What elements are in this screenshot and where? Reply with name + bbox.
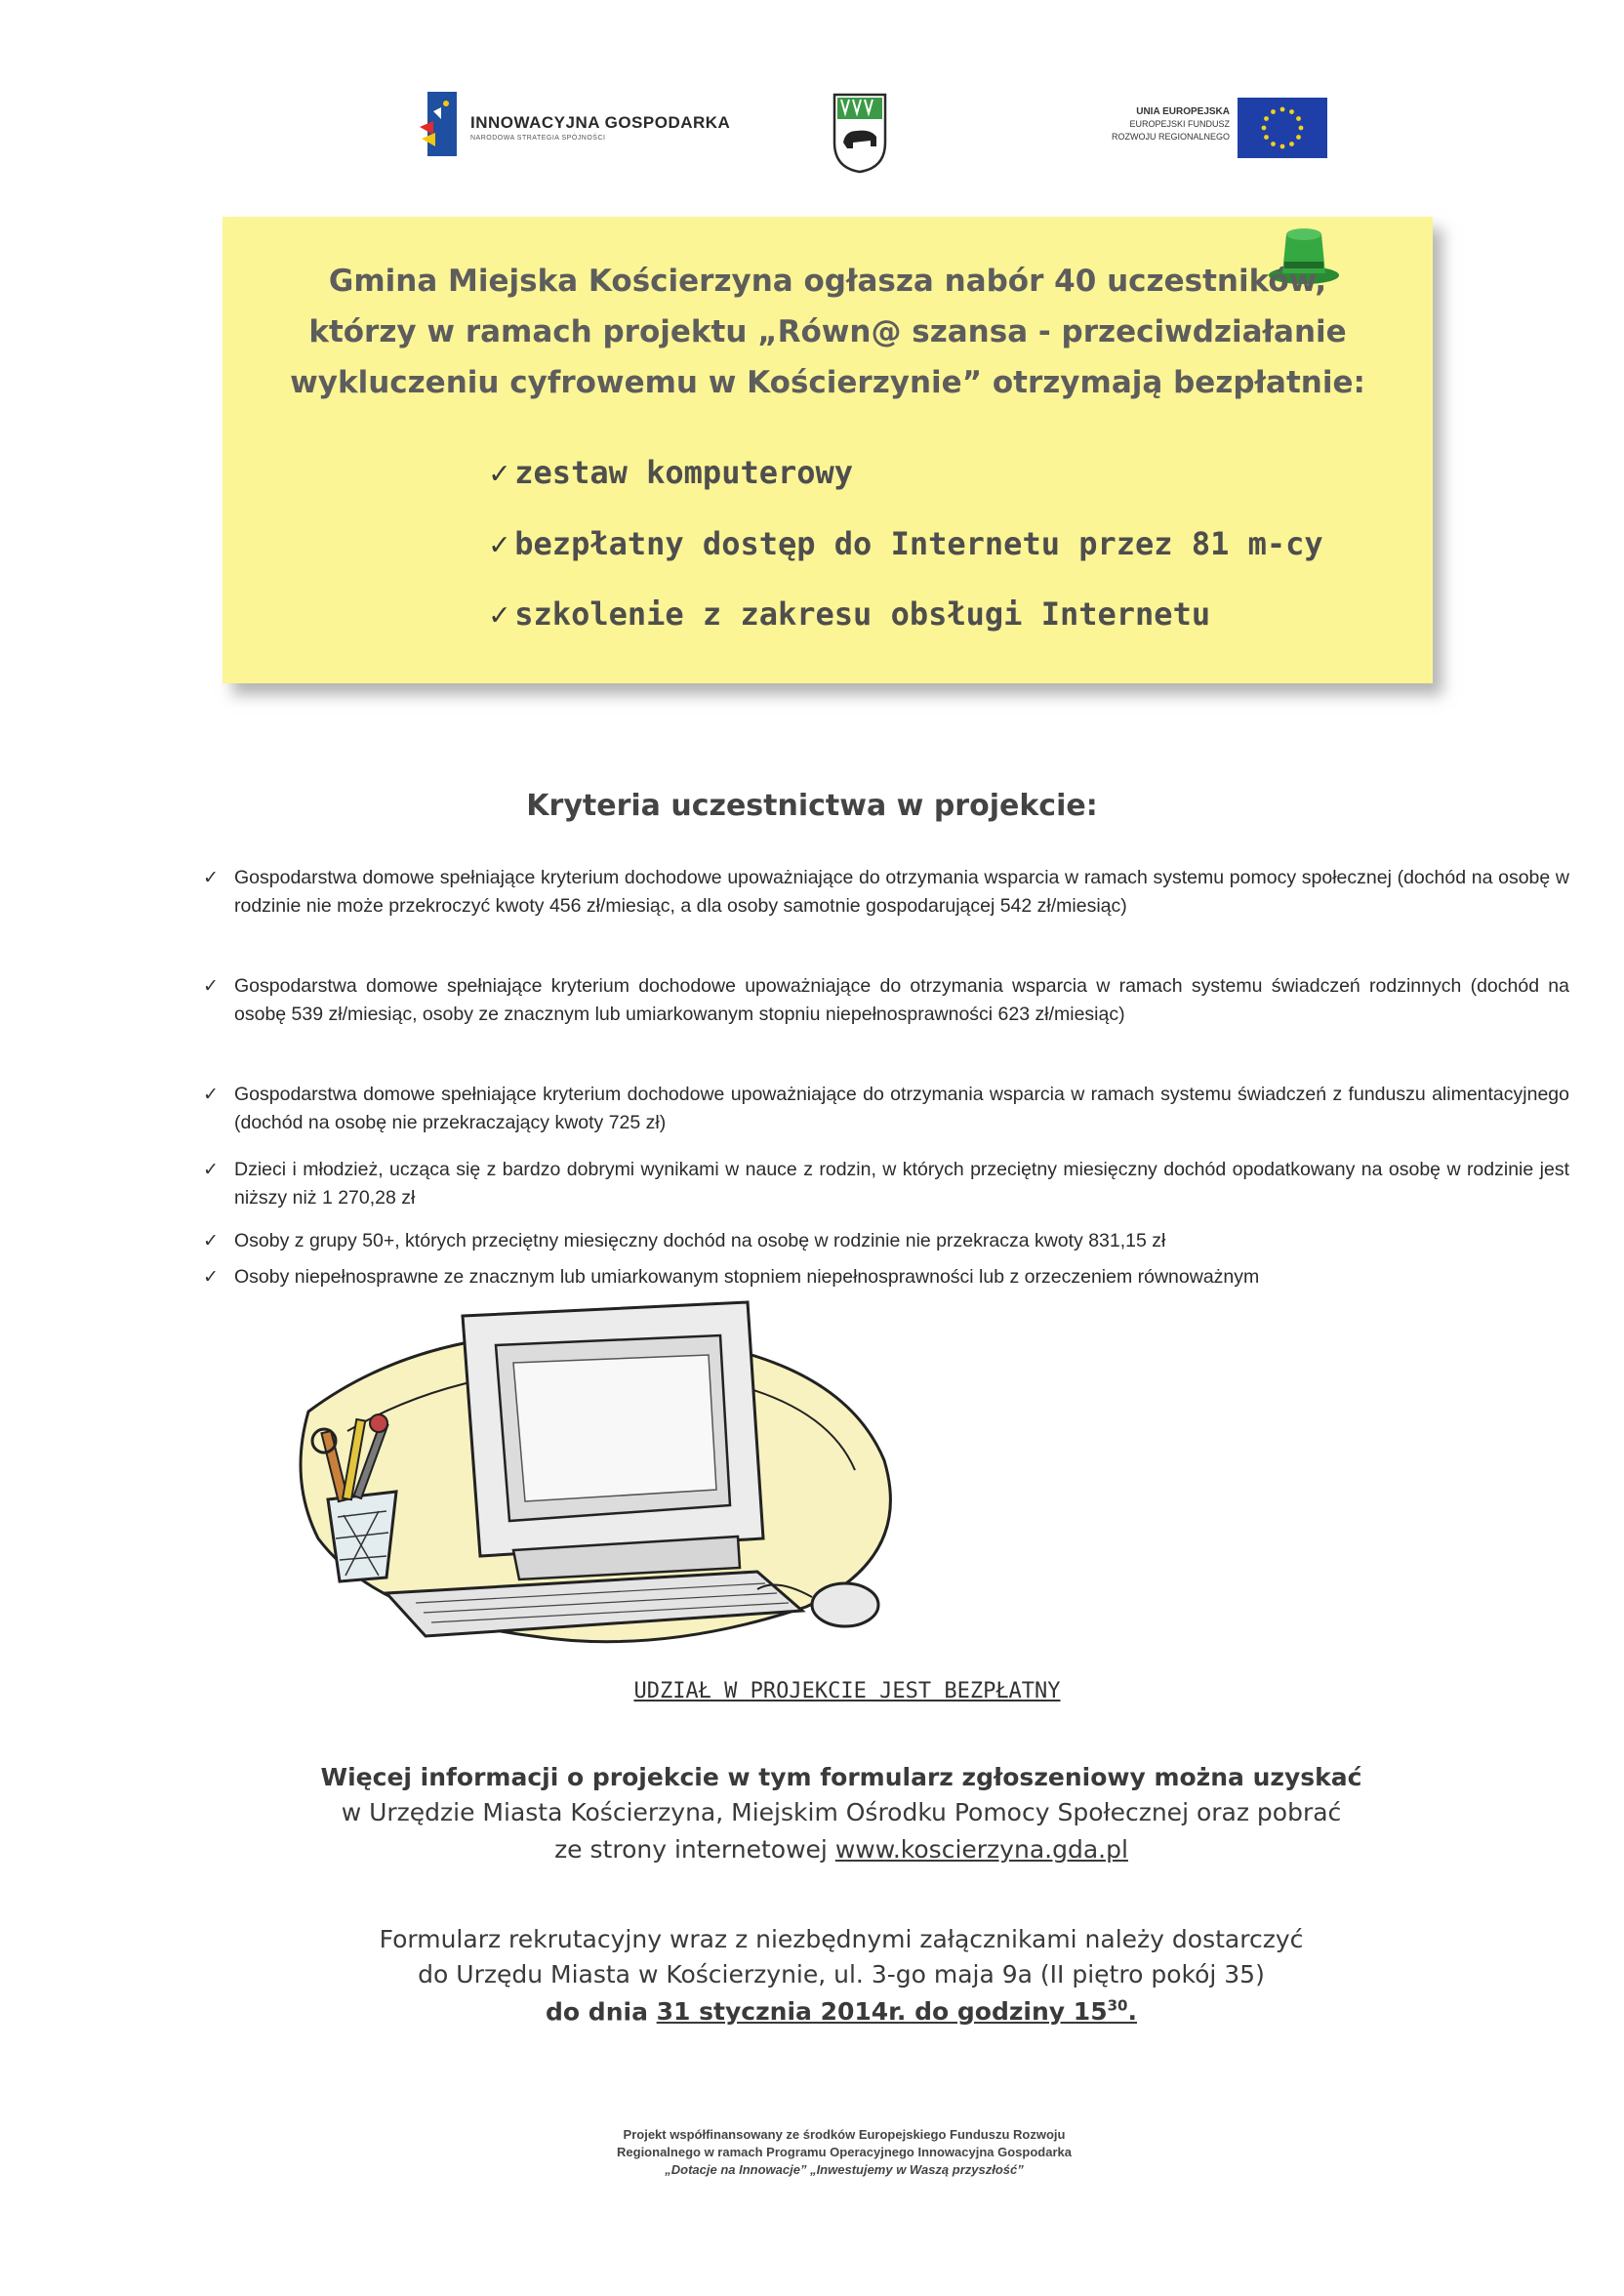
submission-line-1: Formularz rekrutacyjny wraz z niezbędnymi załącznikami należy dostarczyć <box>379 1925 1304 1953</box>
submission-deadline <box>0 1997 1624 2026</box>
criteria-item-6 <box>203 1263 1569 1292</box>
eu-star-icon <box>1264 135 1269 140</box>
deadline-time-minutes: 30 <box>1107 1997 1128 2015</box>
eu-star-icon <box>1289 142 1294 146</box>
check-icon: ✓ <box>203 868 219 888</box>
eu-line-1: UNIA EUROPEJSKA <box>1136 106 1230 117</box>
innowacyjna-title: INNOWACYJNA GOSPODARKA <box>470 113 731 132</box>
criteria-item-1 <box>203 864 1569 921</box>
info-line-3-prefix: ze strony internetowej <box>554 1835 835 1864</box>
innowacyjna-flag-icon <box>420 92 461 156</box>
criteria-item-4-text: Dzieci i młodzież, ucząca się z bardzo dobrymi wynikami w nauce z rodzin, w których przeciętny miesięczny dochód opodatkowany na osobę w rodzinie jest niższy niż 1 270,28 zł <box>234 1159 1569 1209</box>
eu-star-icon <box>1262 126 1267 131</box>
eu-flag-icon <box>1238 98 1327 158</box>
eu-star-icon <box>1271 142 1276 146</box>
criteria-item-6-text: Osoby niepełnosprawne ze znacznym lub umiarkowanym stopniem niepełnosprawności lub z orzeczeniem równoważnym <box>234 1266 1260 1288</box>
check-icon: ✓ <box>490 525 509 562</box>
check-icon: ✓ <box>203 1160 219 1180</box>
check-icon: ✓ <box>490 454 509 491</box>
benefit-3-text: szkolenie z zakresu obsługi Internetu <box>514 595 1211 633</box>
headline-line-1: Gmina Miejska Kościerzyna ogłasza nabór 40 uczestników, <box>328 264 1327 299</box>
deadline-prefix: do dnia <box>546 1997 657 2027</box>
check-icon: ✓ <box>490 595 509 633</box>
eu-star-icon <box>1289 109 1294 114</box>
eu-star-icon <box>1280 107 1285 112</box>
eu-star-icon <box>1296 116 1301 121</box>
info-line-1-text: Więcej informacji o projekcie w tym formularz zgłoszeniowy można uzyskać <box>320 1763 1362 1791</box>
footer-line-2: Regionalnego w ramach Programu Operacyjnego Innowacyjna Gospodarka <box>617 2145 1072 2159</box>
eu-star-icon <box>1296 135 1301 140</box>
info-line-2: w Urzędzie Miasta Kościerzyna, Miejskim Ośrodku Pomocy Społecznej oraz pobrać <box>341 1798 1342 1826</box>
innowacyjna-subtitle: NARODOWA STRATEGIA SPÓJNOŚCI <box>470 135 606 142</box>
eu-star-icon <box>1264 116 1269 121</box>
eu-star-icon <box>1280 144 1285 149</box>
info-line-3 <box>0 1835 1624 1864</box>
footer-line-3: „Dotacje na Innowacje” „Inwestujemy w Waszą przyszłość” <box>665 2162 1024 2177</box>
eu-logo <box>1035 96 1327 160</box>
benefit-2-text: bezpłatny dostęp do Internetu przez 81 m-cy <box>514 525 1323 562</box>
criteria-item-4 <box>203 1156 1569 1212</box>
benefit-2 <box>490 525 1323 562</box>
deadline-date-time <box>657 1997 1137 2026</box>
footer-line-1: Projekt współfinansowany ze środków Europejskiego Funduszu Rozwoju <box>623 2127 1066 2142</box>
deadline-date: 31 stycznia 2014r. <box>656 1997 907 2027</box>
criteria-item-3 <box>203 1081 1569 1137</box>
criteria-item-5 <box>203 1227 1569 1255</box>
eu-star-icon <box>1271 109 1276 114</box>
free-participation-notice: UDZIAŁ W PROJEKCIE JEST BEZPŁATNY <box>633 1679 1061 1703</box>
headline-line-2: którzy w ramach projektu „Równ@ szansa - przeciwdziałanie <box>308 314 1347 349</box>
eu-line-3: ROZWOJU REGIONALNEGO <box>1111 132 1230 142</box>
innowacyjna-gospodarka-logo <box>420 90 732 160</box>
headline-line-3: wykluczeniu cyfrowemu w Kościerzynie” otrzymają bezpłatnie: <box>290 365 1365 400</box>
submission-line-2: do Urzędu Miasta w Kościerzynie, ul. 3-go maja 9a (II piętro pokój 35) <box>418 1960 1265 1988</box>
computer-clipart <box>289 1294 914 1669</box>
koscierzyna-crest-logo <box>832 92 888 174</box>
benefit-3 <box>490 595 1210 633</box>
check-icon: ✓ <box>203 1231 219 1251</box>
check-icon: ✓ <box>203 1085 219 1105</box>
bear-crest-icon <box>832 92 888 174</box>
criteria-item-2-text: Gospodarstwa domowe spełniające kryterium dochodowe upoważniające do otrzymania wsparcia w ramach systemu świadczeń rodzinnych (dochód na osobę 539 zł/miesiąc, osoby ze znacznym lub umiarkowanym stopniu niepełnosprawności 623 zł/miesiąc) <box>234 975 1569 1025</box>
check-icon: ✓ <box>203 1267 219 1288</box>
criteria-item-5-text: Osoby z grupy 50+, których przeciętny miesięczny dochód na osobę w rodzinie nie przekracza kwoty 831,15 zł <box>234 1230 1166 1251</box>
criteria-item-3-text: Gospodarstwa domowe spełniające kryterium dochodowe upoważniające do otrzymania wsparcia w ramach systemu świadczeń z funduszu alimentacyjnego (dochód na osobę nie przekraczający kwoty 725 zł) <box>234 1084 1569 1133</box>
criteria-title: Kryteria uczestnictwa w projekcie: <box>526 789 1098 823</box>
criteria-item-1-text: Gospodarstwa domowe spełniające kryterium dochodowe upoważniające do otrzymania wsparcia w ramach systemu pomocy społecznej (dochód na osobę w rodzinie nie może przekroczyć kwoty 456 zł/miesiąc, a dla osoby samotnie gospodarującej 542 zł/miesiąc) <box>234 867 1569 917</box>
benefit-1-text: zestaw komputerowy <box>514 454 854 491</box>
eu-star-icon <box>1299 126 1304 131</box>
criteria-item-2 <box>203 972 1569 1029</box>
benefit-1 <box>490 454 853 491</box>
eu-line-2: EUROPEJSKI FUNDUSZ <box>1129 119 1230 129</box>
deadline-time: do godziny 15 <box>906 1997 1108 2027</box>
info-line-1 <box>0 1763 1624 1791</box>
website-link[interactable]: www.koscierzyna.gda.pl <box>834 1835 1128 1864</box>
check-icon: ✓ <box>203 976 219 997</box>
deadline-suffix: . <box>1127 1997 1137 2027</box>
